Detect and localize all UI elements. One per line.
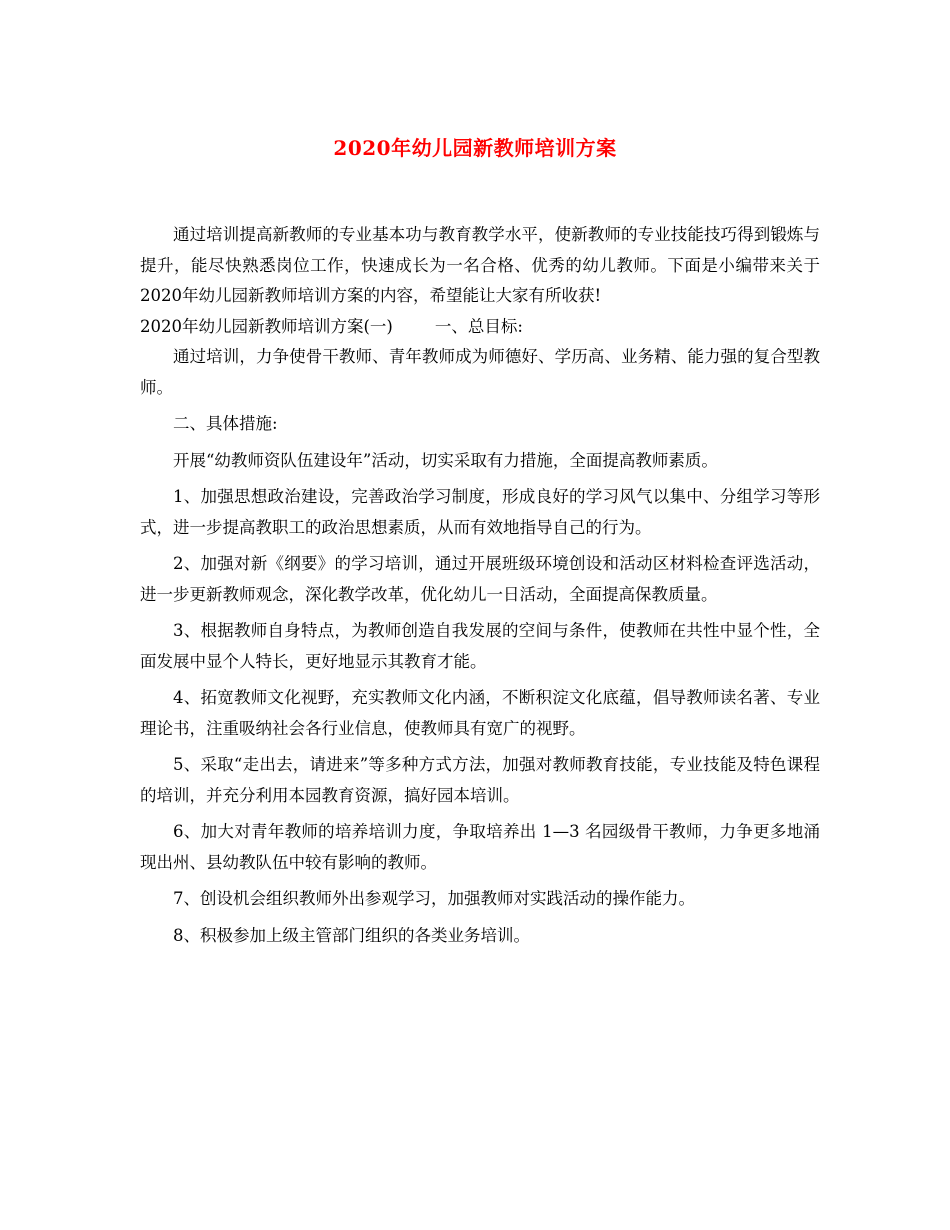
goal-paragraph: 通过培训，力争使骨干教师、青年教师成为师德好、学历高、业务精、能力强的复合型教师。 (140, 347, 820, 397)
measure-item-8: 8、积极参加上级主管部门组织的各类业务培训。 (173, 925, 530, 945)
measure-item-5: 5、采取“走出去，请进来”等多种方式方法，加强对教师教育技能，专业技能及特色课程的培训，并充分利用本园教育资源，搞好园本培训。 (140, 755, 820, 805)
measure-item-6: 6、加大对青年教师的培养培训力度，争取培养出 1—3 名园级骨干教师，力争更多地涌现出州、县幼教队伍中较有影响的教师。 (140, 822, 820, 872)
intro-paragraph: 通过培训提高新教师的专业基本功与教育教学水平，使新教师的专业技能技巧得到锻炼与提升，能尽快熟悉岗位工作，快速成长为一名合格、优秀的幼儿教师。下面是小编带来关于2020年幼儿园新教师培训方案的内容，希望能让大家有所收获! (140, 225, 820, 305)
measure-item-1: 1、加强思想政治建设，完善政治学习制度，形成良好的学习风气以集中、分组学习等形式，进一步提高教职工的政治思想素质，从而有效地指导自己的行为。 (140, 487, 820, 537)
section-heading: 2020年幼儿园新教师培训方案(一) 一、总目标: (140, 316, 523, 336)
measure-item-2: 2、加强对新《纲要》的学习培训，通过开展班级环境创设和活动区材料检查评选活动，进一步更新教师观念，深化教学改革，优化幼儿一日活动，全面提高保教质量。 (140, 554, 820, 604)
measure-item-4: 4、拓宽教师文化视野，充实教师文化内涵，不断积淀文化底蕴，倡导教师读名著、专业理论书，注重吸纳社会各行业信息，使教师具有宽广的视野。 (140, 688, 820, 738)
document-title: 2020年幼儿园新教师培训方案 (333, 136, 617, 160)
measures-heading: 二、具体措施: (173, 414, 278, 433)
measure-item-7: 7、创设机会组织教师外出参观学习，加强教师对实践活动的操作能力。 (173, 889, 695, 908)
measures-intro: 开展“幼教师资队伍建设年”活动，切实采取有力措施，全面提高教师素质。 (173, 450, 718, 470)
document-body (140, 220, 820, 951)
measure-item-3: 3、根据教师自身特点，为教师创造自我发展的空间与条件，使教师在共性中显个性，全面发展中显个人特长，更好地显示其教育才能。 (140, 621, 820, 671)
